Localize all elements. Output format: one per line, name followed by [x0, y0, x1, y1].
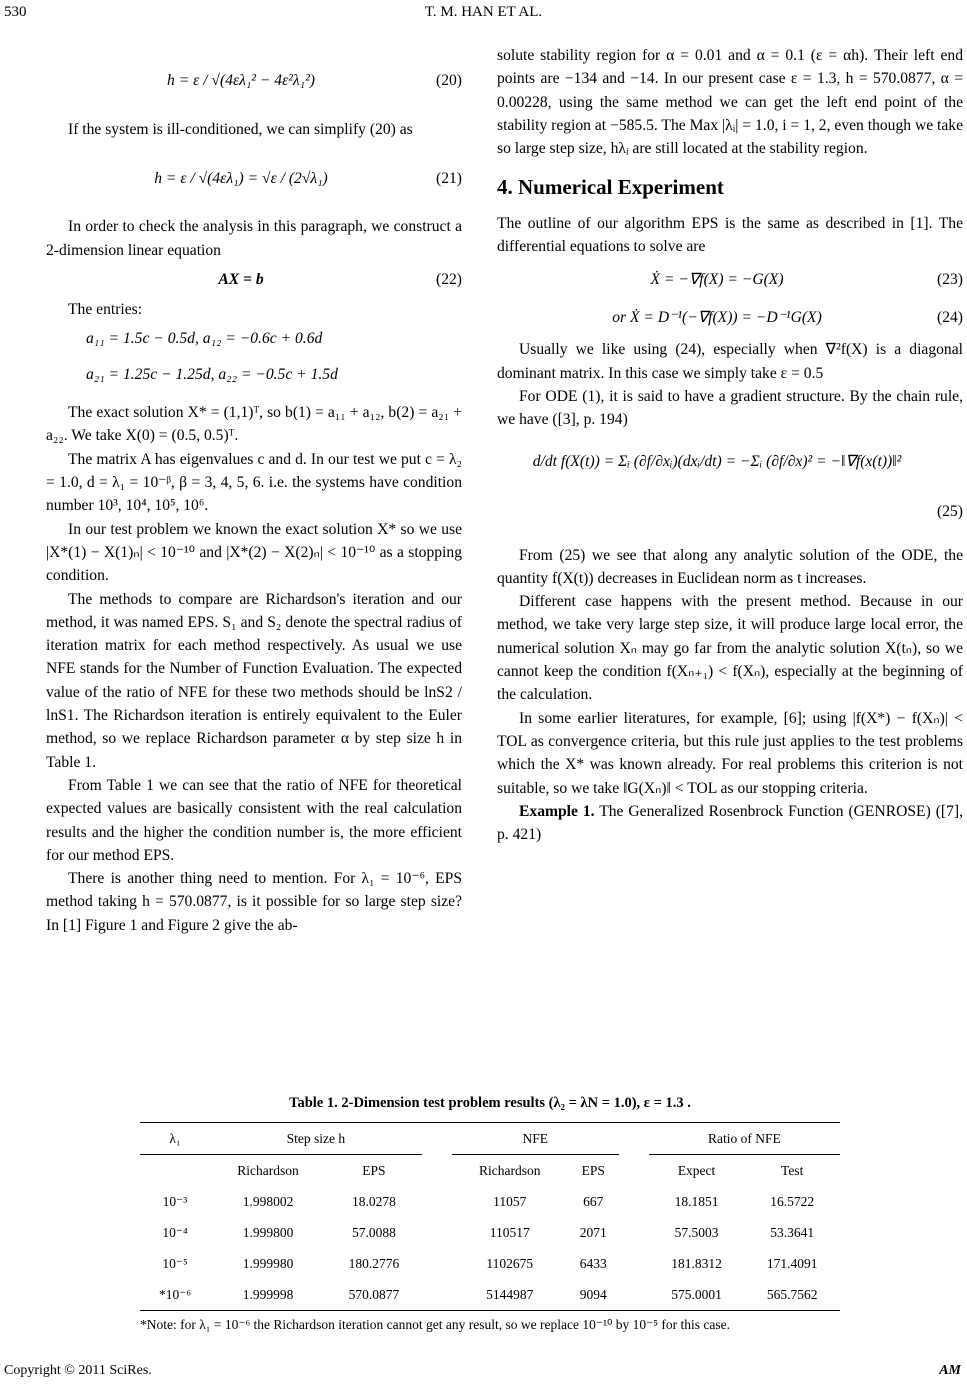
paragraph: In some earlier literatures, for example, [6]; using |f(X*) − f(Xₙ)| < TOL as convergence criteria, but this rule just applies to the test problems which the X* was known already. For real problems this criterion is not suitable, so we take ‖G(Xₙ)‖ < TOL as our stopping criteria.	[497, 709, 963, 797]
equation-number: (23)	[937, 270, 963, 288]
results-table	[140, 1095, 840, 1333]
equation-number: (20)	[436, 72, 462, 90]
header-step-size: Step size h	[210, 1123, 422, 1155]
right-column	[497, 44, 963, 846]
table-row	[140, 1186, 840, 1217]
table-cell: 18.0278	[351, 1193, 396, 1209]
equation-number: (24)	[937, 308, 963, 326]
table-row	[140, 1248, 840, 1279]
matrix-entries	[46, 321, 462, 393]
paragraph: In order to check the analysis in this paragraph, we construct a 2-dimension linear equation	[46, 218, 462, 259]
equation-21	[46, 145, 462, 211]
subheader: Test	[744, 1155, 840, 1187]
equation-24	[497, 300, 963, 334]
table-cell: 10⁻³	[162, 1193, 188, 1209]
equation-number: (21)	[436, 169, 462, 187]
table-header-row	[140, 1123, 840, 1155]
table-cell: *10⁻⁶	[140, 1279, 210, 1311]
equation-expr: h = ε / √(4ελ₁² − 4ε²λ₁²)	[167, 72, 315, 90]
table-cell: 18.1851	[674, 1193, 719, 1209]
equation-expr: Ẋ = −∇f(X) = −G(X)	[650, 270, 784, 288]
journal-abbrev: AM	[939, 1363, 961, 1378]
equation-expr: d/dt f(X(t)) = Σᵢ (∂f/∂xᵢ)(dxᵢ/dt) = −Σᵢ (∂f/∂x)² = −‖∇f(x(t))‖²	[532, 452, 902, 470]
table-cell: 1102675	[486, 1255, 534, 1271]
subheader: EPS	[568, 1155, 619, 1187]
subheader: Expect	[649, 1155, 745, 1187]
table-cell: 2071	[579, 1224, 607, 1240]
left-column	[46, 44, 462, 937]
equation-expr: h = ε / √(4ελ₁) = √ε / (2√λ₁)	[154, 169, 328, 187]
table-cell: 6433	[579, 1255, 607, 1271]
table-cell: 570.0877	[326, 1279, 422, 1311]
copyright: Copyright © 2011 SciRes.	[4, 1363, 152, 1378]
example-text: The Generalized Rosenbrock Function (GENROSE) ([7], p. 421)	[497, 802, 963, 844]
table-caption: Table 1. 2-Dimension test problem results (λ₂ = λN = 1.0), ε = 1.3 .	[289, 1095, 691, 1111]
equation-number: (25)	[937, 502, 963, 520]
table-subheader-row	[140, 1155, 840, 1187]
subheader: Richardson	[210, 1155, 326, 1187]
table-cell: 57.0088	[351, 1224, 396, 1240]
paragraph: The methods to compare are Richardson's iteration and our method, it was named EPS. S₁ and S₂ denote the spectral radius of iteration matrix for each method respectively. As usual we use NFE stands for the Number of Function Evaluation. The expected value of the ratio of NFE for these two methods should be lnS2 / lnS1. The Richardson iteration is entirely equivalent to the Euler method, so we replace Richardson parameter α by step size h in Table 1.	[46, 590, 462, 771]
table-cell: 10⁻⁴	[162, 1224, 188, 1240]
table-cell: 667	[583, 1193, 604, 1209]
table-cell: 11057	[493, 1193, 527, 1209]
table-cell: 16.5722	[770, 1193, 815, 1209]
paragraph	[497, 800, 963, 847]
paragraph: The entries:	[68, 300, 143, 318]
table-row	[140, 1279, 840, 1311]
paragraph: The exact solution X* = (1,1)ᵀ, so b(1) = a₁₁ + a₁₂, b(2) = a₂₁ + a₂₂. We take X(0) = (0.5, 0.5)ᵀ.	[46, 404, 462, 445]
equation-expr: AX = b	[218, 271, 264, 289]
table-cell: 110517	[489, 1224, 530, 1240]
table-cell: 575.0001	[649, 1279, 745, 1311]
table-cell: 1.999998	[210, 1279, 326, 1311]
paragraph: The matrix A has eigenvalues c and d. In our test we put c = λ₂ = 1.0, d = λ₁ = 10⁻ᵝ, β = 3, 4, 5, 6. i.e. the systems have condition number 10³, 10⁴, 10⁵, 10⁶.	[46, 450, 462, 515]
table-cell: 1.998002	[242, 1193, 294, 1209]
paragraph: Different case happens with the present method. Because in our method, we take very large step size, it will produce large local error, the numerical solution Xₙ may go far from the analytic solution X(tₙ), so we cannot keep the condition f(Xₙ₊₁) < f(Xₙ), especially at the beginning of the calculation.	[497, 593, 963, 704]
paragraph: From Table 1 we can see that the ratio of NFE for theoretical expected values are basically consistent with the real calculation results and the higher the condition number is, the more efficient for our method EPS.	[46, 776, 462, 864]
table-cell: 181.8312	[671, 1255, 722, 1271]
paragraph: Usually we like using (24), especially when ∇²f(X) is a diagonal dominant matrix. In this case we simply take ε = 0.5	[497, 341, 963, 382]
equation-22	[46, 266, 462, 294]
paragraph: There is another thing need to mention. For λ₁ = 10⁻⁶, EPS method taking h = 570.0877, is it possible for so large step size? In [1] Figure 1 and Figure 2 give the ab-	[46, 870, 462, 934]
paragraph: The outline of our algorithm EPS is the same as described in [1]. The differential equations to solve are	[497, 214, 963, 256]
subheader: EPS	[326, 1155, 422, 1187]
running-header: T. M. HAN ET AL.	[424, 4, 543, 20]
paragraph: In our test problem we known the exact solution X* so we use |X*(1) − X(1)ₙ| < 10⁻¹⁰ and |X*(2) − X(2)ₙ| < 10⁻¹⁰ as a stopping condition.	[46, 520, 462, 585]
paragraph: If the system is ill-conditioned, we can simplify (20) as	[68, 121, 413, 138]
paragraph: For ODE (1), it is said to have a gradient structure. By the chain rule, we have ([3], p. 194)	[497, 387, 963, 429]
table-cell: 9094	[568, 1279, 619, 1311]
table-cell: 565.7562	[744, 1279, 840, 1311]
equation-23	[497, 262, 963, 296]
table-cell: 1.999980	[242, 1255, 294, 1271]
table-cell: 5144987	[452, 1279, 568, 1311]
subheader: Richardson	[452, 1155, 568, 1187]
table-cell: 1.999800	[242, 1224, 294, 1240]
table-row	[140, 1217, 840, 1248]
header-ratio: Ratio of NFE	[649, 1123, 840, 1155]
example-label: Example 1.	[519, 802, 595, 820]
table-cell: 10⁻⁵	[162, 1255, 188, 1271]
page-number: 530	[4, 4, 27, 20]
table-note: *Note: for λ₁ = 10⁻⁶ the Richardson iteration cannot get any result, so we replace 10⁻¹⁰ by 10⁻⁵ for this case.	[140, 1317, 730, 1332]
header-lambda: λ₁	[140, 1123, 210, 1155]
table	[140, 1122, 840, 1311]
section-title: 4. Numerical Experiment	[497, 175, 724, 200]
equation-number: (22)	[436, 271, 462, 289]
equation-expr: or Ẋ = D⁻¹(−∇f(X)) = −D⁻¹G(X)	[612, 308, 822, 326]
equation-20	[46, 48, 462, 114]
paragraph: From (25) we see that along any analytic solution of the ODE, the quantity f(X(t)) decreases in Euclidean norm as t increases.	[497, 546, 963, 587]
entries-row-1: a₁₁ = 1.5c − 0.5d, a₁₂ = −0.6c + 0.6d	[86, 330, 323, 348]
table-cell: 180.2776	[348, 1255, 400, 1271]
table-cell: 57.5003	[674, 1224, 719, 1240]
table-cell: 171.4091	[766, 1255, 818, 1271]
equation-25	[497, 436, 963, 540]
header-nfe: NFE	[452, 1123, 619, 1155]
entries-row-2: a₂₁ = 1.25c − 1.25d, a₂₂ = −0.5c + 1.5d	[86, 366, 338, 384]
paragraph: solute stability region for α = 0.01 and α = 0.1 (ε = αh). Their left end points are −134 and −14. In our present case ε = 1.3, h = 570.0877, α = 0.00228, using the same method we can get the left end point of the stability region at −585.5. The Max |λᵢ| = 1.0, i = 1, 2, even though we take so large step size, hλᵢ are still located at the stability region.	[497, 47, 964, 158]
table-cell: 53.3641	[770, 1224, 815, 1240]
